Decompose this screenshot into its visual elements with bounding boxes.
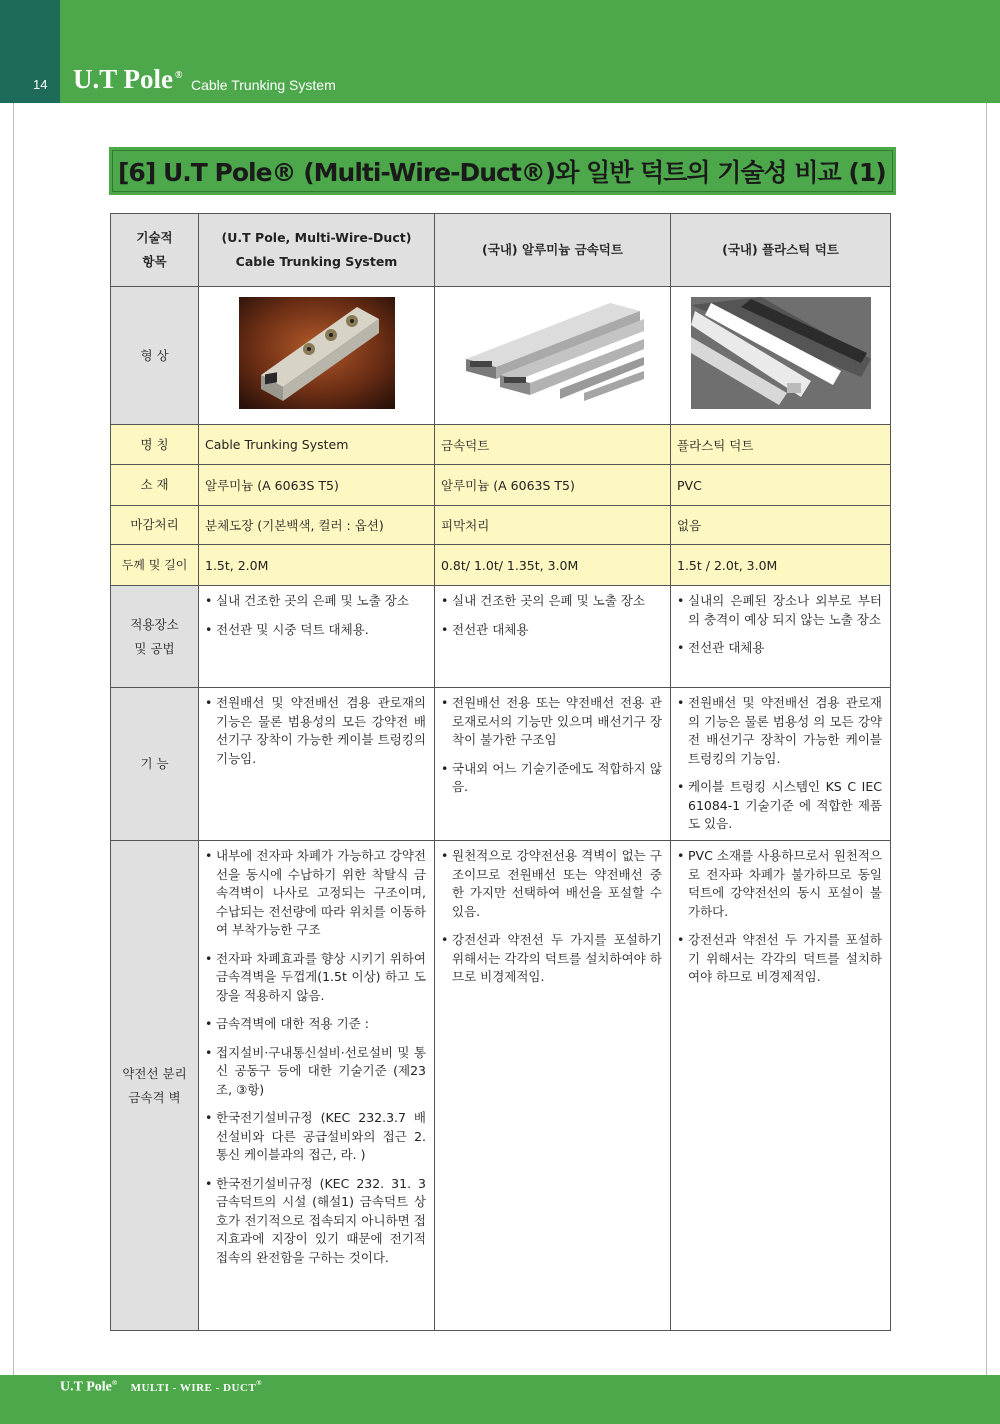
function-metal-duct bbox=[435, 688, 671, 841]
page-number: 14 bbox=[33, 77, 48, 92]
footer-brand-name: U.T Pole bbox=[60, 1379, 112, 1395]
brand-logo: U.T Pole ® bbox=[73, 64, 183, 94]
list-item: • 전원배선 및 약전배선 겸용 관로재의 기능은 물론 범용성 의 모든 강약전 배선기구 장착이 가능한 케이블 트렁킹의 기능임. bbox=[677, 694, 882, 768]
separation-metal-duct bbox=[435, 841, 671, 1331]
header-item-cell bbox=[111, 214, 199, 287]
left-margin-line bbox=[13, 103, 14, 1375]
table-row bbox=[111, 841, 891, 1331]
list-item: • 국내외 어느 기술기준에도 적합하지 않음. bbox=[441, 760, 662, 797]
footer-brand bbox=[60, 1379, 261, 1396]
table-row bbox=[111, 506, 891, 545]
list-item: • 전원배선 전용 또는 약전배선 전용 관로재로서의 기능만 있으며 배선기구 장착이 불가한 구조임 bbox=[441, 694, 662, 750]
row-label-function: 기 능 bbox=[111, 688, 199, 841]
list-item: • 금속격벽에 대한 적용 기준 : bbox=[205, 1015, 426, 1034]
header-metal-duct-cell: (국내) 알루미늄 금속덕트 bbox=[435, 214, 671, 287]
shape-plastic-duct-cell bbox=[671, 287, 891, 425]
table-row bbox=[111, 586, 891, 688]
list-item: • 한국전기설비규정 (KEC 232.3.7 배선설비와 다른 공급설비와의 접근 2. 통신 케이블과의 접근, 라. ) bbox=[205, 1109, 426, 1165]
thickness-utpole: 1.5t, 2.0M bbox=[199, 545, 435, 586]
separation-label-line2: 금속격 벽 bbox=[128, 1089, 181, 1105]
application-plastic-duct bbox=[671, 586, 891, 688]
header-utpole-line2: Cable Trunking System bbox=[235, 254, 398, 269]
name-utpole: Cable Trunking System bbox=[199, 425, 435, 465]
list-item: • 한국전기설비규정 (KEC 232. 31. 3 금속덕트의 시설 (해설1) 금속덕트 상호가 전기적으로 접속되지 아니하면 접지효과에 지장이 있기 때문에 전기적 접속의 완전함을 구하는 것이다. bbox=[205, 1175, 426, 1268]
application-utpole bbox=[199, 586, 435, 688]
separation-utpole bbox=[199, 841, 435, 1331]
separation-label-line1: 약전선 분리 bbox=[122, 1065, 187, 1081]
finish-plastic-duct: 없음 bbox=[671, 506, 891, 545]
material-plastic-duct: PVC bbox=[671, 465, 891, 506]
list-item: • 전자파 차폐효과를 향상 시키기 위하여 금속격벽을 두껍게(1.5t 이상) 하고 도장을 적용하지 않음. bbox=[205, 950, 426, 1006]
header-item-line2: 항목 bbox=[142, 254, 167, 269]
shape-utpole-cell bbox=[199, 287, 435, 425]
header-item-line1: 기술적 bbox=[136, 230, 173, 245]
aluminum-duct-photo bbox=[460, 301, 646, 405]
list-item: • 실내 건조한 곳의 은폐 및 노출 장소 bbox=[205, 592, 426, 611]
row-label-thickness: 두께 및 길이 bbox=[111, 545, 199, 586]
header-plastic-duct-cell: (국내) 플라스틱 덕트 bbox=[671, 214, 891, 287]
list-item: • 강전선과 약전선 두 가지를 포설하기 위해서는 각각의 덕트를 설치하여야 하므로 비경제적임. bbox=[441, 931, 662, 987]
table-row bbox=[111, 425, 891, 465]
plastic-duct-photo bbox=[691, 297, 871, 409]
list-item: • 전선관 대체용 bbox=[441, 621, 662, 640]
row-label-material: 소 재 bbox=[111, 465, 199, 506]
table-row bbox=[111, 545, 891, 586]
row-label-application bbox=[111, 586, 199, 688]
right-margin-line bbox=[986, 103, 987, 1375]
comparison-table bbox=[110, 213, 891, 1331]
ut-pole-product-photo bbox=[239, 297, 395, 409]
page-title: [6] U.T Pole® (Multi-Wire-Duct®)와 일반 덕트의 기술성 비교 (1) bbox=[118, 158, 886, 187]
footer-product-name: MULTI - WIRE - DUCT bbox=[130, 1381, 257, 1394]
list-item: • 전원배선 및 약전배선 겸용 관로재의 기능은 물론 범용성의 모든 강약전 배선기구 장착이 가능한 케이블 트렁킹의 기능임. bbox=[205, 694, 426, 768]
material-utpole: 알루미늄 (A 6063S T5) bbox=[199, 465, 435, 506]
row-label-finish: 마감처리 bbox=[111, 506, 199, 545]
application-label-line1: 적용장소 bbox=[130, 616, 179, 632]
footer-product-mark: ® bbox=[256, 1379, 262, 1387]
table-row bbox=[111, 465, 891, 506]
table-header-row bbox=[111, 214, 891, 287]
function-utpole bbox=[199, 688, 435, 841]
row-label-separation bbox=[111, 841, 199, 1331]
shape-row bbox=[111, 287, 891, 425]
finish-utpole: 분체도장 (기본백색, 컬러 : 옵션) bbox=[199, 506, 435, 545]
row-label-name: 명 칭 bbox=[111, 425, 199, 465]
header-utpole-cell bbox=[199, 214, 435, 287]
list-item: • 강전선과 약전선 두 가지를 포설하기 위해서는 각각의 덕트를 설치하여야 하므로 비경제적임. bbox=[677, 931, 882, 987]
name-metal-duct: 금속덕트 bbox=[435, 425, 671, 465]
separation-plastic-duct bbox=[671, 841, 891, 1331]
thickness-plastic-duct: 1.5t / 2.0t, 3.0M bbox=[671, 545, 891, 586]
finish-metal-duct: 피막처리 bbox=[435, 506, 671, 545]
header-accent-block bbox=[0, 0, 60, 103]
list-item: • 케이블 트렁킹 시스템인 KS C IEC 61084-1 기술기준 에 적합한 제품도 있음. bbox=[677, 778, 882, 834]
list-item: • 실내의 은폐된 장소나 외부로 부터의 충격이 예상 되지 않는 노출 장소 bbox=[677, 592, 882, 629]
list-item: • 원천적으로 강약전선용 격벽이 없는 구조이므로 전원배선 또는 약전배선 중 한 가지만 선택하여 배선을 포설할 수 있음. bbox=[441, 847, 662, 921]
list-item: • 내부에 전자파 차폐가 가능하고 강약전선을 동시에 수납하기 위한 착탈식 금속격벽이 나사로 고정되는 구조이며, 수납되는 전선량에 따라 위치를 이동하여 부착가능한 구조 bbox=[205, 847, 426, 940]
function-plastic-duct bbox=[671, 688, 891, 841]
thickness-metal-duct: 0.8t/ 1.0t/ 1.35t, 3.0M bbox=[435, 545, 671, 586]
application-metal-duct bbox=[435, 586, 671, 688]
material-metal-duct: 알루미늄 (A 6063S T5) bbox=[435, 465, 671, 506]
shape-metal-duct-cell bbox=[435, 287, 671, 425]
list-item: • PVC 소재를 사용하므로서 원천적으로 전자파 차폐가 불가하므로 동일 덕트에 강약전선의 동시 포설이 불가하다. bbox=[677, 847, 882, 921]
name-plastic-duct: 플라스틱 덕트 bbox=[671, 425, 891, 465]
shape-label: 형 상 bbox=[111, 287, 199, 425]
list-item: • 실내 건조한 곳의 은폐 및 노출 장소 bbox=[441, 592, 662, 611]
application-label-line2: 및 공법 bbox=[134, 640, 175, 656]
list-item: • 전선관 및 시중 덕트 대체용. bbox=[205, 621, 426, 640]
footer-brand-mark: ® bbox=[111, 1379, 118, 1387]
list-item: • 전선관 대체용 bbox=[677, 639, 882, 658]
table-row bbox=[111, 688, 891, 841]
header-subtitle: Cable Trunking System bbox=[191, 77, 336, 93]
list-item: • 접지설비·구내통신설비·선로설비 및 통신 공동구 등에 대한 기술기준 (제23조, ③항) bbox=[205, 1044, 426, 1100]
header-utpole-line1: (U.T Pole, Multi-Wire-Duct) bbox=[221, 230, 412, 245]
